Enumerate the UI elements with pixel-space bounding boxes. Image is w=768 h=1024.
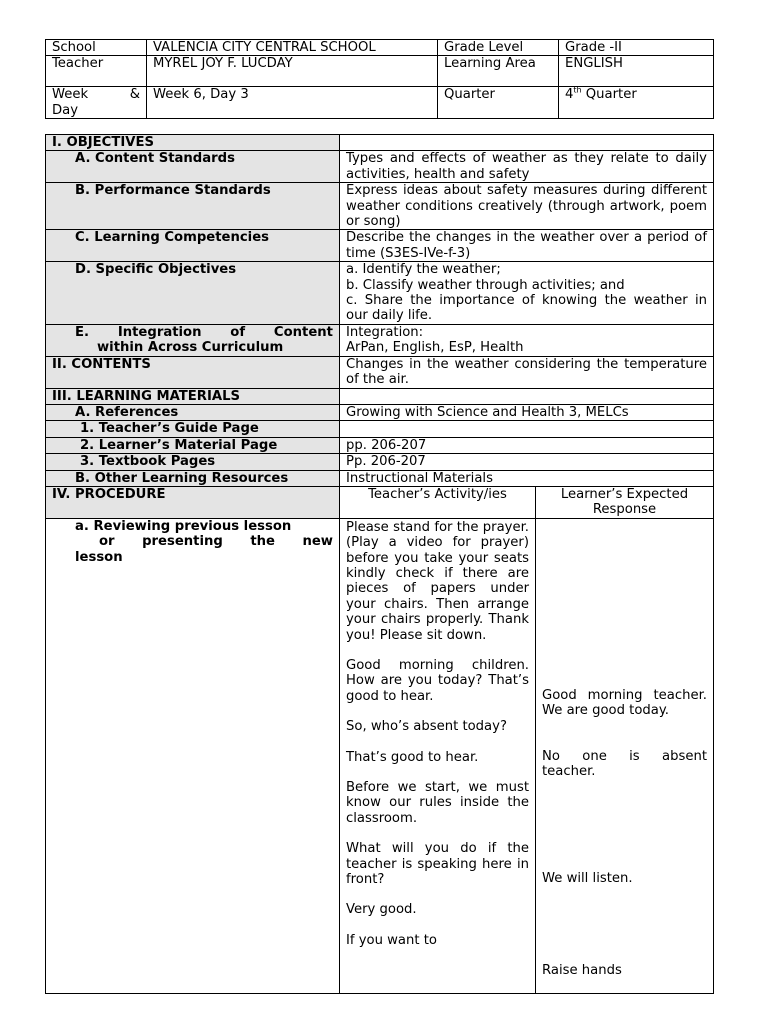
teacher-text-speaking: What will you do if the teacher is speaking here in front? (346, 841, 529, 888)
response-absent: No one is absent teacher. (542, 748, 707, 780)
references-label: A. References (46, 404, 340, 420)
textbook-pages-value: Pp. 206-207 (340, 454, 714, 470)
week-value: Week 6, Day 3 (147, 87, 438, 119)
learners-material-value: pp. 206-207 (340, 437, 714, 453)
teacher-text-good: That’s good to hear. (346, 749, 479, 765)
other-resources-value: Instructional Materials (340, 470, 714, 486)
teacher-value: MYREL JOY F. LUCDAY (147, 56, 438, 87)
quarter-label: Quarter (438, 87, 559, 119)
response-listen: We will listen. (542, 870, 633, 886)
teacher-text-greeting: Good morning children. How are you today? That’s good to hear. (346, 658, 529, 704)
learner-response-cell (536, 518, 714, 993)
teacher-label: Teacher (46, 56, 147, 87)
learner-response-header: Learner’s Expected Response (536, 486, 714, 518)
day-label: Day (52, 102, 79, 118)
teacher-text-very-good: Very good. (346, 902, 417, 918)
integration-value: Integration: ArPan, English, EsP, Health (340, 324, 714, 356)
review-lesson-label: a. Reviewing previous lesson or presenting the new lesson (46, 518, 340, 993)
amp-label: & (129, 87, 140, 103)
week-day-label (46, 87, 147, 119)
performance-standards-value: Express ideas about safety measures during different weather conditions creatively (through artwork, poem or song) (340, 183, 714, 230)
learning-competencies-label: C. Learning Competencies (46, 230, 340, 262)
learning-materials-heading: III. LEARNING MATERIALS (46, 388, 340, 404)
specific-objectives-label: D. Specific Objectives (46, 262, 340, 325)
teachers-guide-label: 1. Teacher’s Guide Page (46, 421, 340, 437)
procedure-heading: IV. PROCEDURE (46, 486, 340, 518)
content-standards-value: Types and effects of weather as they relate to daily activities, health and safety (340, 151, 714, 183)
response-greeting: Good morning teacher. We are good today. (542, 687, 707, 719)
teacher-activity-header: Teacher’s Activity/ies (340, 486, 536, 518)
school-label: School (46, 40, 147, 56)
grade-value: Grade -II (559, 40, 714, 56)
teacher-text-prayer: Please stand for the prayer. (Play a video for prayer) before you take your seats kindly check if there are pieces of papers under your chairs. Then arrange your chairs properly. Thank you! Please sit down. (346, 519, 529, 643)
objective-b: b. Classify weather through activities; and (346, 277, 625, 293)
textbook-pages-label: 3. Textbook Pages (46, 454, 340, 470)
objectives-heading: I. OBJECTIVES (46, 135, 340, 151)
teacher-text-absent: So, who’s absent today? (346, 719, 507, 735)
lesson-plan-table (45, 134, 714, 994)
references-value: Growing with Science and Health 3, MELCs (340, 404, 714, 420)
school-value: VALENCIA CITY CENTRAL SCHOOL (147, 40, 438, 56)
objective-c: c. Share the importance of knowing the weather in our daily life. (346, 293, 707, 324)
learning-area-label: Learning Area (438, 56, 559, 87)
week-label: Week (52, 87, 89, 103)
performance-standards-label: B. Performance Standards (46, 183, 340, 230)
quarter-value: 4th Quarter (559, 87, 714, 119)
teacher-activity-cell (340, 518, 536, 993)
response-raise-hands: Raise hands (542, 962, 622, 978)
integration-label: E. Integration of Content within Across Curriculum (46, 324, 340, 356)
header-table (45, 39, 714, 119)
teacher-text-rules: Before we start, we must know our rules inside the classroom. (346, 780, 529, 826)
teacher-text-if-you-want: If you want to (346, 932, 437, 948)
grade-label: Grade Level (438, 40, 559, 56)
learning-area-value: ENGLISH (559, 56, 714, 87)
objective-a: a. Identify the weather; (346, 262, 501, 278)
content-standards-label: A. Content Standards (46, 151, 340, 183)
contents-heading: II. CONTENTS (46, 356, 340, 388)
learners-material-label: 2. Learner’s Material Page (46, 437, 340, 453)
other-resources-label: B. Other Learning Resources (46, 470, 340, 486)
contents-value: Changes in the weather considering the temperature of the air. (340, 356, 714, 388)
specific-objectives-value (340, 262, 714, 325)
learning-competencies-value: Describe the changes in the weather over a period of time (S3ES-IVe-f-3) (340, 230, 714, 262)
